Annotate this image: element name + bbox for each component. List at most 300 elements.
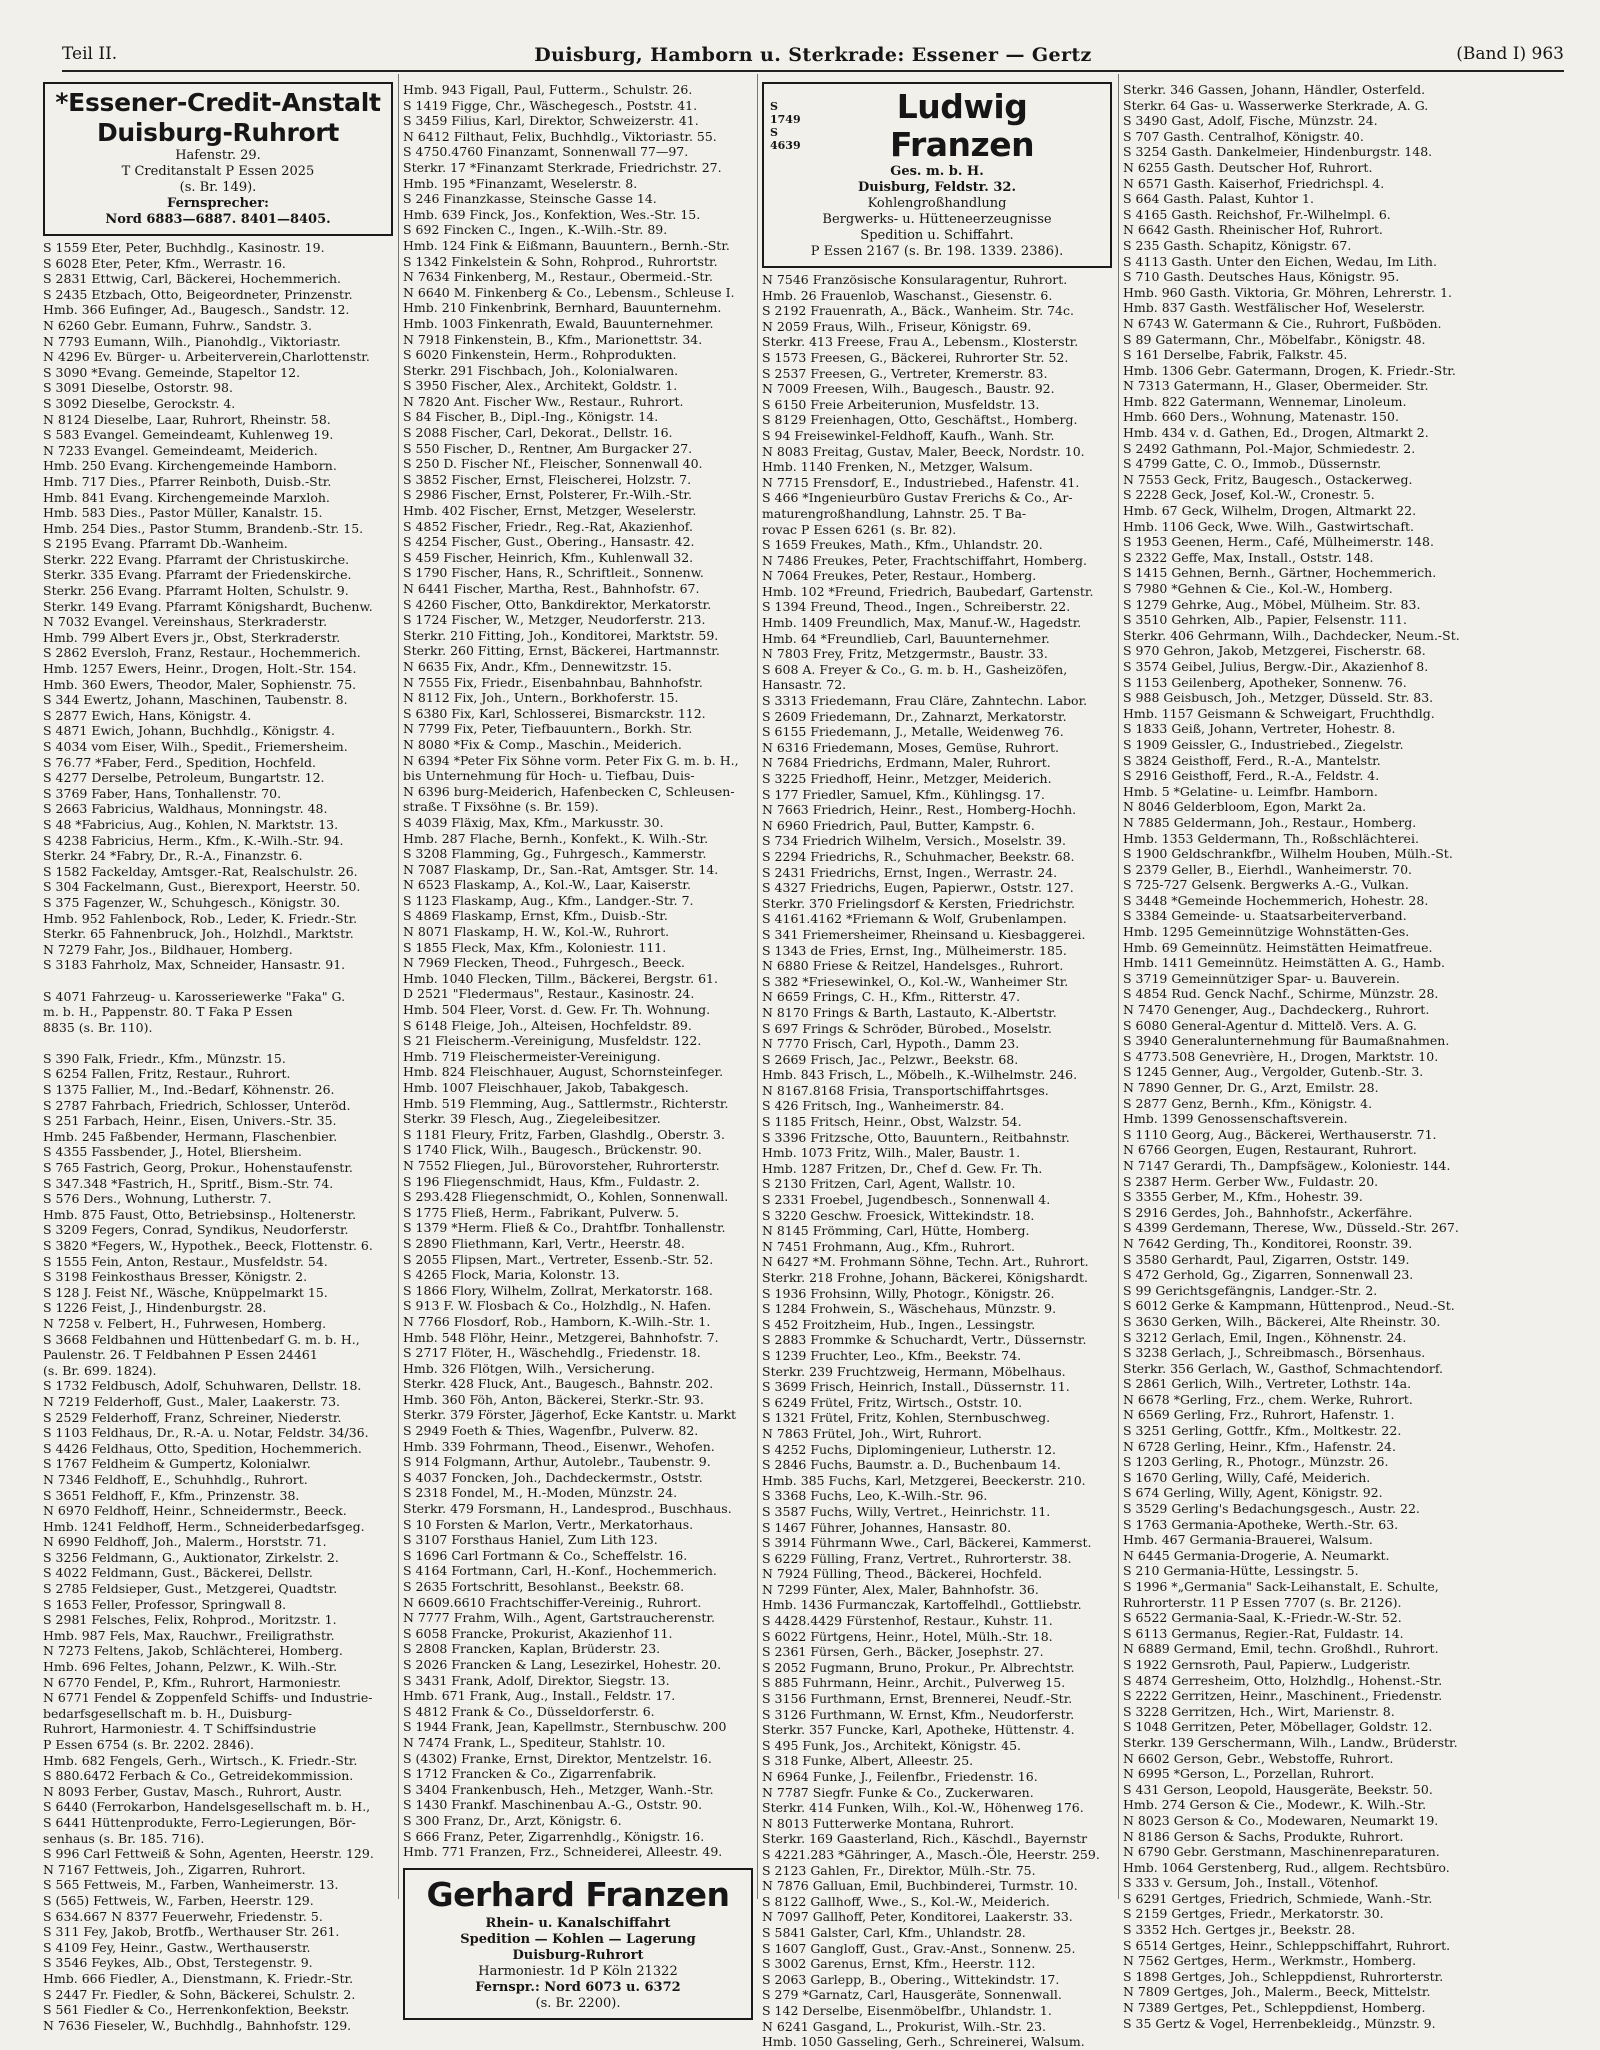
directory-entry: S 2663 Fabricius, Waldhaus, Monningstr. 48.: [43, 801, 328, 817]
ad-address: Hafenstr. 29.: [175, 148, 261, 163]
directory-entry: S 7980 *Gehnen & Cie., Kol.-W., Homberg.: [1123, 581, 1393, 596]
directory-entry: N 7233 Evangel. Gemeindeamt, Meiderich.: [43, 442, 318, 458]
directory-entry: S 89 Gatermann, Chr., Möbelfabr., Königstr. 48.: [1123, 331, 1426, 347]
directory-entry: S 2785 Feldsieper, Gust., Metzgerei, Quadtstr.: [43, 1581, 338, 1597]
directory-entry: S 459 Fischer, Heinrich, Kfm., Kuhlenwall 32.: [403, 549, 694, 565]
directory-entry: N 6766 Georgen, Eugen, Restaurant, Ruhrort.: [1123, 1142, 1417, 1158]
directory-entry: S 3448 *Gemeinde Hochemmerich, Hohestr. 28.: [1123, 892, 1429, 908]
directory-entry: S 6020 Finkenstein, Herm., Rohprodukten.: [403, 347, 677, 363]
directory-entry: S 2222 Gerritzen, Heinr., Maschinent., Friedenstr.: [1123, 1688, 1443, 1704]
directory-entry: N 6427 *M. Frohmann Söhne, Techn. Art., Ruhrort.: [762, 1254, 1089, 1270]
directory-entry: Hmb. 287 Flache, Bernh., Konfekt., K. Wilh.-Str.: [403, 830, 709, 846]
directory-entry: S 1944 Frank, Jean, Kapellmstr., Sternbuschw. 200: [403, 1719, 727, 1735]
directory-entry: S 6113 Germanus, Regier.-Rat, Fuldastr. 14.: [1123, 1625, 1404, 1641]
directory-entry: S 1048 Gerritzen, Peter, Möbellager, Goldstr. 12.: [1123, 1719, 1433, 1735]
ad-telegram: T Creditanstalt P Essen 2025: [121, 164, 315, 179]
directory-entry: S 1555 Fein, Anton, Restaur., Musfeldstr. 54.: [43, 1253, 328, 1269]
directory-entry: S 666 Franz, Peter, Zigarrenhdlg., Königstr. 16.: [403, 1828, 705, 1844]
directory-entry: Hmb. 64 *Freundlieb, Carl, Bauunternehmer.: [762, 630, 1050, 646]
directory-entry: S 634.667 N 8377 Feuerwehr, Friedenstr. 5.: [43, 1908, 323, 1924]
directory-entry: (s. Br. 699. 1824).: [43, 1362, 157, 1378]
directory-entry: S 1203 Gerling, R., Photogr., Münzstr. 26.: [1123, 1454, 1389, 1470]
directory-entry: N 6445 Germania-Drogerie, A. Neumarkt.: [1123, 1547, 1390, 1563]
directory-entry: S 4852 Fischer, Friedr., Reg.-Rat, Akazienhof.: [403, 518, 693, 534]
directory-entry: Sterkr. 149 Evang. Pfarramt Königshardt, Buchenw.: [43, 598, 373, 614]
directory-entry: Hmb. 1399 Genossenschaftsverein.: [1123, 1111, 1348, 1127]
directory-entry: N 6569 Gerling, Frz., Ruhrort, Hafenstr. 1.: [1123, 1407, 1395, 1423]
directory-entry: N 6678 *Gerling, Frz., chem. Werke, Ruhrort.: [1123, 1391, 1413, 1407]
directory-entry: Hmb. 1040 Flecken, Tillm., Bäckerei, Bergstr. 61.: [403, 970, 718, 986]
directory-entry: Hmb. 1409 Freundlich, Max, Manuf.-W., Hagedstr.: [762, 615, 1082, 631]
directory-entry: N 7167 Fettweis, Joh., Zigarren, Ruhrort.: [43, 1861, 306, 1877]
directory-entry: senhaus (s. Br. 185. 716).: [43, 1830, 205, 1846]
directory-entry: N 7634 Finkenberg, M., Restaur., Obermeid.-Str.: [403, 269, 713, 285]
directory-entry: S 3313 Friedemann, Frau Cläre, Zahntechn. Labor.: [762, 693, 1088, 709]
directory-entry: S 333 v. Gersum, Joh., Install., Vötenhof.: [1123, 1875, 1379, 1891]
directory-entry: Sterkr. 239 Fruchtzweig, Hermann, Möbelhaus.: [762, 1363, 1066, 1379]
directory-entry: N 7346 Feldhoff, E., Schuhhdlg., Ruhrort.: [43, 1471, 308, 1487]
directory-entry: S 94 Freisewinkel-Feldhoff, Kaufh., Wanh. Str.: [762, 427, 1055, 443]
directory-entry: S 3490 Gast, Adolf, Fische, Münzstr. 24.: [1123, 113, 1378, 129]
directory-entry: S 4113 Gasth. Unter den Eichen, Wedau, Im Lith.: [1123, 253, 1437, 269]
directory-entry: Hmb. 5 *Gelatine- u. Leimfbr. Hamborn.: [1123, 783, 1378, 799]
directory-entry: S 1607 Gangloff, Gust., Grav.-Anst., Sonnenw. 25.: [762, 1940, 1076, 1956]
directory-entry: S 6150 Freie Arbeiterunion, Musfeldstr. 13.: [762, 396, 1040, 412]
directory-entry: S 235 Gasth. Schapitz, Königstr. 67.: [1123, 237, 1352, 253]
directory-entry: S 142 Derselbe, Eisenmöbelfbr., Uhlandstr. 1.: [762, 2002, 1052, 2018]
directory-entry: N 6880 Friese & Reitzel, Handelsges., Ruhrort.: [762, 958, 1064, 974]
directory-entry: Hmb. 822 Gatermann, Wennemar, Linoleum.: [1123, 393, 1407, 409]
directory-entry: S 692 Fincken C., Ingen., K.-Wilh.-Str. 89.: [403, 222, 668, 238]
directory-entry: S 4874 Gerresheim, Otto, Holzhdlg., Hohenst.-Str.: [1123, 1672, 1443, 1688]
directory-entry: S 2949 Foeth & Thies, Wagenfbr., Pulverw. 82.: [403, 1423, 699, 1439]
directory-entry: Sterkr. 210 Fitting, Joh., Konditorei, Marktstr. 59.: [403, 627, 719, 643]
directory-entry: Hmb. 1241 Feldhoff, Herm., Schneiderbedarfsgeg.: [43, 1518, 365, 1534]
header-title: Duisburg, Hamborn u. Sterkrade: Essener — Gertz: [534, 44, 1092, 66]
directory-entry: S 2294 Friedrichs, R., Schuhmacher, Beekstr. 68.: [762, 848, 1075, 864]
ad-title: Ludwig Franzen: [890, 87, 1035, 164]
directory-entry: S 1110 Georg, Aug., Bäckerei, Werthauserstr. 71.: [1123, 1126, 1437, 1142]
directory-entry: S 2529 Felderhoff, Franz, Schreiner, Niederstr.: [43, 1409, 342, 1425]
directory-entry: S 2447 Fr. Fiedler, & Sohn, Bäckerei, Schulstr. 2.: [43, 1986, 356, 2002]
directory-entry: S 2361 Fürsen, Gerh., Bäcker, Josephstr. 27.: [762, 1644, 1044, 1660]
directory-entry: S 4355 Fassbender, J., Hotel, Bliersheim.: [43, 1144, 302, 1160]
directory-entry: Sterkr. 17 *Finanzamt Sterkrade, Friedrichstr. 27.: [403, 159, 722, 175]
directory-entry: S 3208 Flamming, Gg., Fuhrgesch., Kammerstr.: [403, 846, 707, 862]
directory-entry: S 1790 Fischer, Hans, R., Schriftleit., Sonnenw.: [403, 565, 704, 581]
header-part: Teil II.: [62, 44, 118, 64]
ad-phone-numbers: Nord 6883—6887. 8401—8405.: [105, 212, 331, 227]
directory-entry: S 426 Fritsch, Ing., Wanheimerstr. 84.: [762, 1098, 1005, 1114]
directory-entry: N 8083 Freitag, Gustav, Maler, Beeck, Nordstr. 10.: [762, 443, 1085, 459]
directory-entry: S 550 Fischer, D., Rentner, Am Burgacker 27.: [403, 440, 693, 456]
directory-entry: Sterkr. 413 Freese, Frau A., Lebensm., Klosterstr.: [762, 334, 1079, 350]
directory-entry: S 3183 Fahrholz, Max, Schneider, Hansastr. 91.: [43, 957, 346, 973]
directory-entry: S 1775 Fließ, Herm., Fabrikant, Pulverw. 5.: [403, 1204, 680, 1220]
directory-entry: Sterkr. 64 Gas- u. Wasserwerke Sterkrade, A. G.: [1123, 97, 1429, 113]
directory-entry: S 1732 Feldbusch, Adolf, Schuhwaren, Dellstr. 18.: [43, 1378, 362, 1394]
directory-entry: N 7876 Galluan, Emil, Buchbinderei, Turmstr. 10.: [762, 1878, 1078, 1894]
directory-entry: S 3212 Gerlach, Emil, Ingen., Köhnenstr. 24.: [1123, 1329, 1407, 1345]
directory-entry: S (565) Fettweis, W., Farben, Heerstr. 129.: [43, 1892, 314, 1908]
directory-entry: N 8124 Dieselbe, Laar, Ruhrort, Rheinstr. 58.: [43, 411, 331, 427]
entry-list: [1123, 82, 1473, 2031]
directory-entry: N 7299 Fünter, Alex, Maler, Bahnhofstr. 36.: [762, 1581, 1039, 1597]
directory-entry: S 1767 Feldheim & Gumpertz, Kolonialwr.: [43, 1456, 311, 1472]
directory-entry: S 1394 Freund, Theod., Ingen., Schreiberstr. 22.: [762, 599, 1071, 615]
column-4: [1123, 82, 1473, 2031]
directory-entry: S 3251 Gerling, Gottfr., Kfm., Moltkestr. 22.: [1123, 1423, 1402, 1439]
directory-entry: S 4037 Foncken, Joh., Dachdeckermstr., Oststr.: [403, 1469, 703, 1485]
directory-entry: straße. T Fixsöhne (s. Br. 159).: [403, 799, 599, 815]
directory-entry: Hmb. 339 Fohrmann, Theod., Eisenwr., Wehofen.: [403, 1438, 715, 1454]
directory-entry: S 1321 Frütel, Fritz, Kohlen, Sternbuschweg.: [762, 1410, 1051, 1426]
directory-entry: N 6640 M. Finkenberg & Co., Lebensm., Schleuse I.: [403, 284, 735, 300]
ad-essener-credit-anstalt: [43, 82, 393, 236]
directory-entry: Hmb. 960 Gasth. Viktoria, Gr. Möhren, Lehrerstr. 1.: [1123, 284, 1452, 300]
directory-entry: S 3254 Gasth. Dankelmeier, Hindenburgstr. 148.: [1123, 144, 1433, 160]
directory-entry: S 970 Gehron, Jakob, Metzgerei, Fischerstr. 68.: [1123, 643, 1426, 659]
directory-entry: N 7279 Fahr, Jos., Bildhauer, Homberg.: [43, 941, 293, 957]
column-divider: [398, 74, 399, 1899]
directory-entry: S 2331 Froebel, Jugendbesch., Sonnenwall 4.: [762, 1192, 1051, 1208]
directory-entry: N 8167.8168 Frisia, Transportschiffahrtsges.: [762, 1082, 1049, 1098]
directory-entry: m. b. H., Pappenstr. 80. T Faka P Essen: [43, 1004, 293, 1020]
directory-entry: S 1153 Geilenberg, Apotheker, Sonnenw. 76.: [1123, 674, 1407, 690]
directory-entry: N 6260 Gebr. Eumann, Fuhrw., Sandstr. 3.: [43, 317, 313, 333]
directory-entry: S 2318 Fondel, M., H.-Moden, Münzstr. 24.: [403, 1485, 678, 1501]
directory-entry: Sterkr. 65 Fahnenbruck, Joh., Holzhdl., Marktstr.: [43, 926, 354, 942]
directory-entry: N 6771 Fendel & Zoppenfeld Schiffs- und Industrie-: [43, 1690, 373, 1706]
directory-entry: Hmb. 67 Geck, Wilhelm, Drogen, Altmarkt 22.: [1123, 503, 1417, 519]
directory-entry: S 2379 Geller, B., Eierhdl., Wanheimerstr. 70.: [1123, 861, 1413, 877]
directory-entry: S 293.428 Fliegenschmidt, O., Kohlen, Sonnenwall.: [403, 1189, 729, 1205]
directory-entry: S 3198 Feinkosthaus Bresser, Königstr. 2.: [43, 1269, 308, 1285]
directory-entry: N 6889 Germand, Emil, techn. Großhdl., Ruhrort.: [1123, 1641, 1439, 1657]
directory-entry: S 6514 Gertges, Heinr., Schleppschiffahrt, Ruhrort.: [1123, 1937, 1451, 1953]
directory-entry: S 161 Derselbe, Fabrik, Falkstr. 45.: [1123, 347, 1348, 363]
directory-entry: Hmb. 195 *Finanzamt, Weselerstr. 8.: [403, 175, 638, 191]
directory-entry: S 3852 Fischer, Ernst, Fleischerei, Holzstr. 7.: [403, 471, 692, 487]
directory-entry: N 7032 Evangel. Vereinshaus, Sterkraderstr.: [43, 614, 328, 630]
directory-entry: S 4164 Fortmann, Carl, H.-Konf., Hochemmerich.: [403, 1563, 717, 1579]
directory-entry: S 1953 Geenen, Herm., Café, Mülheimerstr. 148.: [1123, 534, 1434, 550]
directory-entry: S 2387 Herm. Gerber Ww., Fuldastr. 20.: [1123, 1173, 1379, 1189]
directory-entry: S 3630 Gerken, Wilh., Bäckerei, Alte Rheinstr. 30.: [1123, 1313, 1441, 1329]
directory-entry: S 3719 Gemeinnütziger Spar- u. Bauverein.: [1123, 970, 1400, 986]
directory-entry: S 375 Fagenzer, W., Schuhgesch., Königstr. 30.: [43, 894, 341, 910]
directory-entry: S 4034 vom Eiser, Wilh., Spedit., Friemersheim.: [43, 739, 348, 754]
directory-entry: N 7770 Frisch, Carl, Hypoth., Damm 23.: [762, 1036, 1020, 1052]
directory-entry: Hmb. 1140 Frenken, N., Metzger, Walsum.: [762, 459, 1033, 475]
directory-entry: N 8013 Futterwerke Montana, Ruhrort.: [762, 1815, 1015, 1831]
directory-entry: S 2052 Fugmann, Bruno, Prokur., Pr. Albrechtstr.: [762, 1659, 1075, 1675]
ad-code: S 1749: [770, 100, 801, 126]
directory-entry: S 2862 Eversloh, Franz, Restaur., Hochemmerich.: [43, 645, 361, 661]
directory-entry: N 6964 Funke, J., Feilenfbr., Friedenstr. 16.: [762, 1769, 1038, 1784]
directory-entry: S 2228 Geck, Josef, Kol.-W., Cronestr. 5.: [1123, 487, 1375, 503]
directory-entry: Hmb. 402 Fischer, Ernst, Metzger, Weselerstr.: [403, 503, 697, 519]
directory-entry: Hmb. 837 Gasth. Westfälischer Hof, Weselerstr.: [1123, 300, 1425, 316]
directory-entry: S 1996 *„Germania" Sack-Leihanstalt, E. Schulte,: [1123, 1579, 1439, 1594]
directory-entry: S 4238 Fabricius, Herm., Kfm., K.-Wilh.-Str. 94.: [43, 832, 344, 848]
directory-entry: Sterkr. 139 Gerschermann, Wilh., Landw., Brüderstr.: [1123, 1734, 1458, 1750]
directory-entry: S 196 Fliegenschmidt, Haus, Kfm., Fuldastr. 2.: [403, 1173, 700, 1189]
directory-entry: Hmb. 583 Dies., Pastor Müller, Kanalstr. 15.: [43, 505, 323, 521]
directory-entry: S 1900 Geldschrankfbr., Wilhelm Houben, Mülh.-St.: [1123, 846, 1453, 862]
directory-entry: N 7474 Frank, L., Spediteur, Stahlstr. 10.: [403, 1734, 666, 1750]
directory-entry: N 2059 Fraus, Wilh., Friseur, Königstr. 69.: [762, 318, 1032, 334]
directory-entry: Hmb. 245 Faßbender, Hermann, Flaschenbier.: [43, 1128, 338, 1144]
directory-entry: Hansastr. 72.: [762, 677, 847, 693]
directory-entry: S 1898 Gertges, Joh., Schleppdienst, Ruhrorterstr.: [1123, 1968, 1444, 1984]
directory-entry: S 3225 Friedhoff, Heinr., Metzger, Meiderich.: [762, 771, 1052, 786]
directory-entry: N 6412 Filthaut, Felix, Buchhdlg., Viktoriastr. 55.: [403, 128, 717, 144]
directory-entry: N 8046 Gelderbloom, Egon, Markt 2a.: [1123, 799, 1367, 815]
directory-entry: Hmb. 548 Flöhr, Heinr., Metzgerei, Bahnhofstr. 7.: [403, 1329, 719, 1345]
directory-entry: S 1343 de Fries, Ernst, Ing., Mülheimerstr. 185.: [762, 942, 1067, 958]
directory-entry: Sterkr. 222 Evang. Pfarramt der Christuskirche.: [43, 551, 350, 567]
directory-entry: N 6995 *Gerson, L., Porzellan, Ruhrort.: [1123, 1766, 1375, 1782]
directory-entry: S 4265 Flock, Maria, Kolonstr. 13.: [403, 1267, 620, 1283]
directory-entry: N 6642 Gasth. Rheinischer Hof, Ruhrort.: [1123, 222, 1383, 238]
directory-entry: N 4296 Ev. Bürger- u. Arbeiterverein,Charlottenstr.: [43, 349, 370, 365]
directory-entry: N 6770 Fendel, P., Kfm., Ruhrort, Harmoniestr.: [43, 1674, 342, 1690]
directory-entry: N 7803 Frey, Fritz, Metzgermstr., Baustr. 33.: [762, 646, 1048, 662]
directory-entry: Hmb. 1157 Geismann & Schweigart, Fruchthdlg.: [1123, 705, 1435, 721]
directory-entry: S 1342 Finkelstein & Sohn, Rohprod., Ruhrortstr.: [403, 253, 718, 269]
directory-entry: S 2808 Francken, Kaplan, Brüderstr. 23.: [403, 1641, 661, 1657]
directory-entry: S 707 Gasth. Centralhof, Königstr. 40.: [1123, 128, 1364, 144]
directory-entry: S 3404 Frankenbusch, Heh., Metzger, Wanh.-Str.: [403, 1781, 714, 1797]
directory-entry: S 583 Evangel. Gemeindeamt, Kuhlenweg 19.: [43, 427, 334, 443]
directory-entry: N 7553 Geck, Fritz, Baugesch., Ostackerweg.: [1123, 471, 1413, 487]
directory-entry: Sterkr. 414 Funken, Wilh., Kol.-W., Höhenweg 176.: [762, 1800, 1084, 1816]
directory-entry: S 177 Friedler, Samuel, Kfm., Kühlingsg. 17.: [762, 786, 1045, 802]
directory-entry: S 390 Falk, Friedr., Kfm., Münzstr. 15.: [43, 1050, 286, 1066]
directory-entry: S 2492 Gathmann, Pol.-Major, Schmiedestr. 2.: [1123, 440, 1416, 456]
directory-entry: S 1855 Fleck, Max, Kfm., Koloniestr. 111.: [403, 939, 667, 955]
ad-line: (s. Br. 2200).: [535, 1995, 621, 2011]
directory-entry: Hmb. 671 Frank, Aug., Install., Feldstr. 17.: [403, 1688, 676, 1704]
directory-entry: N 7097 Gallhoff, Peter, Konditorei, Laakerstr. 33.: [762, 1909, 1073, 1925]
directory-entry: S 3820 *Fegers, W., Hypothek., Beeck, Flottenstr. 6.: [43, 1238, 373, 1253]
directory-entry: S 6012 Gerke & Kampmann, Hüttenprod., Neud.-St.: [1123, 1298, 1455, 1314]
directory-entry: S 710 Gasth. Deutsches Haus, Königstr. 95.: [1123, 269, 1400, 285]
directory-entry: S 251 Farbach, Heinr., Eisen, Univers.-Str. 35.: [43, 1113, 337, 1129]
directory-entry: S 565 Fettweis, M., Farben, Wanheimerstr. 13.: [43, 1877, 339, 1893]
directory-entry: S 6229 Fülling, Franz, Vertret., Ruhrorterstr. 38.: [762, 1550, 1072, 1566]
directory-entry: Hmb. 639 Finck, Jos., Konfektion, Wes.-Str. 15.: [403, 206, 701, 222]
directory-entry: N 7087 Flaskamp, Dr., San.-Rat, Amtsger. Str. 14.: [403, 861, 719, 877]
entry-list: [762, 272, 1112, 2050]
directory-entry: Hmb. 360 Ewers, Theodor, Maler, Sophienstr. 75.: [43, 676, 357, 692]
directory-entry: S 2431 Friedrichs, Ernst, Ingen., Werrastr. 24.: [762, 864, 1058, 880]
ad-line: Spedition u. Schiffahrt.: [860, 228, 1014, 243]
directory-entry: S (4302) Franke, Ernst, Direktor, Mentzelstr. 16.: [403, 1750, 712, 1766]
directory-entry: S 3355 Gerber, M., Kfm., Hohestr. 39.: [1123, 1189, 1363, 1205]
directory-entry: S 6380 Fix, Karl, Schlosserei, Bismarckstr. 112.: [403, 705, 706, 721]
directory-entry: Hmb. 519 Flemming, Aug., Sattlermstr., Richterstr.: [403, 1095, 729, 1111]
directory-entry: S 6080 General-Agentur d. Mittelð. Vers. A. G.: [1123, 1017, 1417, 1033]
ad-line: Spedition — Kohlen — Lagerung: [460, 1931, 696, 1947]
directory-entry: N 7470 Genenger, Aug., Dachdeckerg., Ruhrort.: [1123, 1002, 1430, 1018]
directory-entry: N 7715 Frensdorf, E., Industriebed., Hafenstr. 41.: [762, 474, 1080, 490]
directory-entry: Hmb. 943 Figall, Paul, Futterm., Schulstr. 26.: [403, 82, 693, 97]
ad-gerhard-franzen: [403, 1868, 753, 2020]
directory-entry: Hmb. 875 Faust, Otto, Betriebsinsp., Holtenerstr.: [43, 1206, 357, 1222]
directory-entry: S 6441 Hüttenprodukte, Ferro-Legierungen, Bör-: [43, 1814, 356, 1830]
directory-entry: S 2981 Felsches, Felix, Rohprod., Moritzstr. 1.: [43, 1612, 337, 1628]
directory-entry: Hmb. 1106 Geck, Wwe. Wilh., Gastwirtschaft.: [1123, 518, 1414, 534]
directory-entry: Hmb. 696 Feltes, Johann, Pelzwr., K. Wilh.-Str.: [43, 1659, 338, 1675]
directory-entry: Hmb. 952 Fahlenbock, Rob., Leder, K. Friedr.-Str.: [43, 910, 358, 926]
directory-entry: S 1181 Fleury, Fritz, Farben, Glashdlg., Oberstr. 3.: [403, 1126, 725, 1142]
directory-entry: S 6522 Germania-Saal, K.-Friedr.-W.-Str. 52.: [1123, 1610, 1402, 1626]
directory-entry: S 4039 Fläxig, Max, Kfm., Markusstr. 30.: [403, 814, 664, 830]
directory-entry: S 4277 Derselbe, Petroleum, Bungartstr. 12.: [43, 770, 325, 786]
directory-entry: Hmb. 1050 Gasseling, Gerh., Schreinerei, Walsum.: [762, 2034, 1085, 2050]
directory-entry: N 6602 Gerson, Gebr., Webstoffe, Ruhrort.: [1123, 1750, 1394, 1766]
header-page-number: (Band I) 963: [1456, 44, 1564, 64]
directory-entry: S 2916 Gerdes, Joh., Bahnhofstr., Ackerfähre.: [1123, 1204, 1413, 1220]
directory-entry: N 7546 Französische Konsularagentur, Ruhrort.: [762, 272, 1068, 287]
ad-title-row: [770, 88, 1104, 164]
directory-entry: Hmb. 26 Frauenlob, Waschanst., Giesenstr. 6.: [762, 287, 1053, 303]
directory-entry: S 1415 Gehnen, Bernh., Gärtner, Hochemmerich.: [1123, 565, 1437, 581]
directory-entry: [43, 1035, 393, 1051]
directory-entry: Sterkr. 479 Forsmann, H., Landesprod., Buschhaus.: [403, 1501, 732, 1517]
directory-entry: S 84 Fischer, B., Dipl.-Ing., Königstr. 14.: [403, 409, 659, 425]
directory-entry: S 1696 Carl Fortmann & Co., Scheffelstr. 16.: [403, 1547, 688, 1563]
directory-entry: N 6743 W. Gatermann & Cie., Ruhrort, Fußböden.: [1123, 315, 1442, 331]
directory-entry: Hmb. 1436 Furmanczak, Kartoffelhdl., Gottliebstr.: [762, 1597, 1082, 1613]
directory-entry: S 1239 Fruchter, Leo., Kfm., Beekstr. 74.: [762, 1347, 1022, 1363]
directory-entry: N 7147 Gerardi, Th., Dampfsägew., Koloniestr. 144.: [1123, 1157, 1451, 1173]
directory-entry: S 885 Fuhrmann, Heinr., Archit., Pulverweg 15.: [762, 1675, 1066, 1691]
ad-line: Ges. m. b. H.: [890, 164, 984, 179]
directory-entry: Hmb. 1003 Finkenrath, Ewald, Bauunternehmer.: [403, 315, 714, 331]
directory-entry: S 988 Geisbusch, Joh., Metzger, Düsseld. Str. 83.: [1123, 690, 1434, 706]
directory-entry: S 2877 Genz, Bernh., Kfm., Königstr. 4.: [1123, 1095, 1373, 1111]
directory-entry: S 1559 Eter, Peter, Buchhdlg., Kasinostr. 19.: [43, 240, 325, 255]
directory-entry: N 7766 Flosdorf, Rob., Hamborn, K.-Wilh.-Str. 1.: [403, 1313, 711, 1329]
directory-entry: N 7663 Friedrich, Heinr., Rest., Homberg-Hochh.: [762, 802, 1077, 818]
column-3: [762, 82, 1112, 2050]
directory-entry: S 4399 Gerdemann, Therese, Ww., Düsseld.-Str. 267.: [1123, 1220, 1459, 1236]
directory-entry: N 6441 Fischer, Martha, Rest., Bahnhofstr. 67.: [403, 581, 700, 596]
directory-entry: N 7809 Gertges, Joh., Malerm., Beeck, Mittelstr.: [1123, 1984, 1431, 2000]
directory-entry: S 1740 Flick, Wilh., Baugesch., Brückenstr. 90.: [403, 1142, 702, 1158]
ad-title: *Essener-Credit-Anstalt: [55, 88, 381, 117]
directory-entry: S 3126 Furthmann, W. Ernst, Kfm., Neudorferstr.: [762, 1706, 1075, 1722]
directory-entry: N 7820 Ant. Fischer Ww., Restaur., Ruhrort.: [403, 393, 684, 409]
directory-entry: Hmb. 824 Fleischhauer, August, Schornsteinfeger.: [403, 1064, 724, 1080]
directory-entry: Hmb. 1295 Gemeinnützige Wohnstätten-Ges.: [1123, 924, 1410, 940]
directory-entry: S 2063 Garlepp, B., Obering., Wittekindstr. 17.: [762, 1971, 1060, 1987]
directory-entry: S 300 Franz, Dr., Arzt, Königstr. 6.: [403, 1812, 622, 1828]
directory-entry: S 4426 Feldhaus, Otto, Spedition, Hochemmerich.: [43, 1440, 362, 1456]
directory-entry: S 3092 Dieselbe, Gerockstr. 4.: [43, 395, 236, 411]
directory-entry: S 608 A. Freyer & Co., G. m. b. H., Gasheizöfen,: [762, 661, 1068, 677]
directory-entry: N 8170 Frings & Barth, Lastauto, K.-Albertstr.: [762, 1004, 1057, 1020]
directory-entry: S 4428.4429 Fürstenhof, Restaur., Kuhstr. 11.: [762, 1613, 1053, 1629]
directory-entry: S 311 Fey, Jakob, Brotfb., Werthauser Str. 261.: [43, 1924, 340, 1940]
directory-entry: S 1909 Geissler, G., Industriebed., Ziegelstr.: [1123, 736, 1404, 752]
directory-entry: S 1659 Freukes, Math., Kfm., Uhlandstr. 20.: [762, 537, 1043, 553]
ad-title: Gerhard Franzen: [426, 1874, 730, 1914]
directory-entry: S 1467 Führer, Johannes, Hansastr. 80.: [762, 1519, 1012, 1535]
ad-ludwig-franzen: [762, 82, 1112, 268]
directory-entry: N 7562 Gertges, Herm., Werkmstr., Homberg.: [1123, 1953, 1417, 1969]
directory-entry: S 6028 Eter, Peter, Kfm., Werrastr. 16.: [43, 255, 286, 271]
directory-entry: Sterkr. 256 Evang. Pfarramt Holten, Schulstr. 9.: [43, 583, 349, 599]
directory-entry: S 1226 Feist, J., Hindenburgstr. 28.: [43, 1300, 267, 1316]
directory-entry: S 4252 Fuchs, Diplomingenieur, Lutherstr. 12.: [762, 1441, 1057, 1457]
directory-entry: Sterkr. 356 Gerlach, W., Gasthof, Schmachtendorf.: [1123, 1360, 1443, 1376]
directory-entry: Hmb. 843 Frisch, L., Möbelh., K.-Wilhelmstr. 246.: [762, 1067, 1078, 1083]
directory-entry: 8835 (s. Br. 110).: [43, 1019, 153, 1035]
ad-line: Duisburg-Ruhrort: [512, 1947, 644, 1963]
directory-entry: Hmb. 274 Gerson & Cie., Modewr., K. Wilh.-Str.: [1123, 1797, 1427, 1813]
directory-entry: Sterkr. 169 Gaasterland, Rich., Käschdl., Bayernstr: [762, 1831, 1088, 1847]
directory-entry: rovac P Essen 6261 (s. Br. 82).: [762, 521, 957, 537]
directory-entry: S 5841 Galster, Carl, Kfm., Uhlandstr. 28.: [762, 1924, 1026, 1940]
directory-entry: S 765 Fastrich, Georg, Prokur., Hohenstaufenstr.: [43, 1160, 353, 1176]
directory-entry: S 2861 Gerlich, Wilh., Vertreter, Lothstr. 14a.: [1123, 1376, 1412, 1392]
directory-entry: S 6440 (Ferrokarbon, Handelsgesellschaft m. b. H.,: [43, 1799, 371, 1815]
directory-entry: S 3510 Gehrken, Alb., Papier, Felsenstr. 111.: [1123, 612, 1407, 628]
directory-entry: S 3156 Furthmann, Ernst, Brennerei, Neudf.-Str.: [762, 1691, 1073, 1707]
directory-entry: N 7684 Friedrichs, Erdmann, Maler, Ruhrort.: [762, 755, 1051, 771]
directory-entry: N 7555 Fix, Friedr., Eisenbahnbau, Bahnhofstr.: [403, 674, 703, 690]
directory-entry: N 7552 Fliegen, Jul., Bürovorsteher, Ruhrorterstr.: [403, 1157, 720, 1173]
directory-entry: S 431 Gerson, Leopold, Hausgeräte, Beekstr. 50.: [1123, 1781, 1433, 1797]
directory-entry: S 2609 Friedemann, Dr., Zahnarzt, Merkatorstr.: [762, 708, 1067, 724]
directory-entry: N 7969 Flecken, Theod., Fuhrgesch., Beeck.: [403, 955, 686, 971]
column-divider: [1118, 74, 1119, 1899]
directory-entry: S 561 Fiedler & Co., Herrenkonfektion, Beekstr.: [43, 2002, 350, 2018]
directory-entry: Sterkr. 406 Gehrmann, Wilh., Dachdecker, Neum.-St.: [1123, 627, 1460, 643]
directory-entry: Hmb. 326 Flötgen, Wilh., Versicherung.: [403, 1360, 655, 1376]
ad-line: Rhein- u. Kanalschiffahrt: [485, 1915, 671, 1931]
directory-entry: Sterkr. 379 Förster, Jägerhof, Ecke Kantstr. u. Markt: [403, 1407, 737, 1423]
directory-entry: S 76.77 *Faber, Ferd., Spedition, Hochfeld.: [43, 754, 317, 770]
directory-entry: N 6316 Friedemann, Moses, Gemüse, Ruhrort.: [762, 739, 1060, 755]
ad-line: Bergwerks- u. Hütteneerzeugnisse: [822, 212, 1052, 227]
directory-entry: Hmb. 1287 Fritzen, Dr., Chef d. Gew. Fr. Th.: [762, 1160, 1043, 1176]
directory-entry: N 7799 Fix, Peter, Tiefbauuntern., Borkh. Str.: [403, 721, 693, 737]
directory-entry: P Essen 6754 (s. Br. 2202. 2846).: [43, 1737, 254, 1752]
directory-entry: N 7890 Genner, Dr. G., Arzt, Emilstr. 28.: [1123, 1080, 1379, 1095]
directory-entry: N 7642 Gerding, Th., Konditorei, Roonstr. 39.: [1123, 1235, 1413, 1251]
directory-entry: N 7451 Frohmann, Aug., Kfm., Ruhrort.: [762, 1238, 1015, 1254]
directory-entry: S 4071 Fahrzeug- u. Karosseriewerke "Faka" G.: [43, 988, 346, 1004]
directory-entry: S 664 Gasth. Palast, Kuhtor 1.: [1123, 191, 1314, 207]
directory-entry: N 6659 Frings, C. H., Kfm., Ritterstr. 47.: [762, 989, 1021, 1005]
directory-entry: N 8023 Gerson & Co., Modewaren, Neumarkt 19.: [1123, 1812, 1439, 1828]
directory-entry: S 3220 Geschw. Froesick, Wittekindstr. 18.: [762, 1207, 1035, 1223]
directory-entry: S 3090 *Evang. Gemeinde, Stapeltor 12.: [43, 364, 301, 380]
directory-entry: S 2831 Ettwig, Carl, Bäckerei, Hochemmerich.: [43, 271, 341, 287]
ad-line: P Essen 2167 (s. Br. 198. 1339. 2386).: [810, 244, 1064, 259]
directory-entry: S 3384 Gemeinde- u. Staatsarbeiterverband.: [1123, 908, 1407, 924]
directory-entry: Hmb. 254 Dies., Pastor Stumm, Brandenb.-Str. 15.: [43, 520, 364, 536]
directory-entry: S 576 Ders., Wohnung, Lutherstr. 7.: [43, 1191, 272, 1207]
directory-entry: S 341 Friemersheimer, Rheinsand u. Kiesbaggerei.: [762, 926, 1086, 942]
directory-entry: S 6155 Friedemann, J., Metalle, Weidenweg 76.: [762, 724, 1064, 740]
entry-list: [403, 82, 753, 1860]
